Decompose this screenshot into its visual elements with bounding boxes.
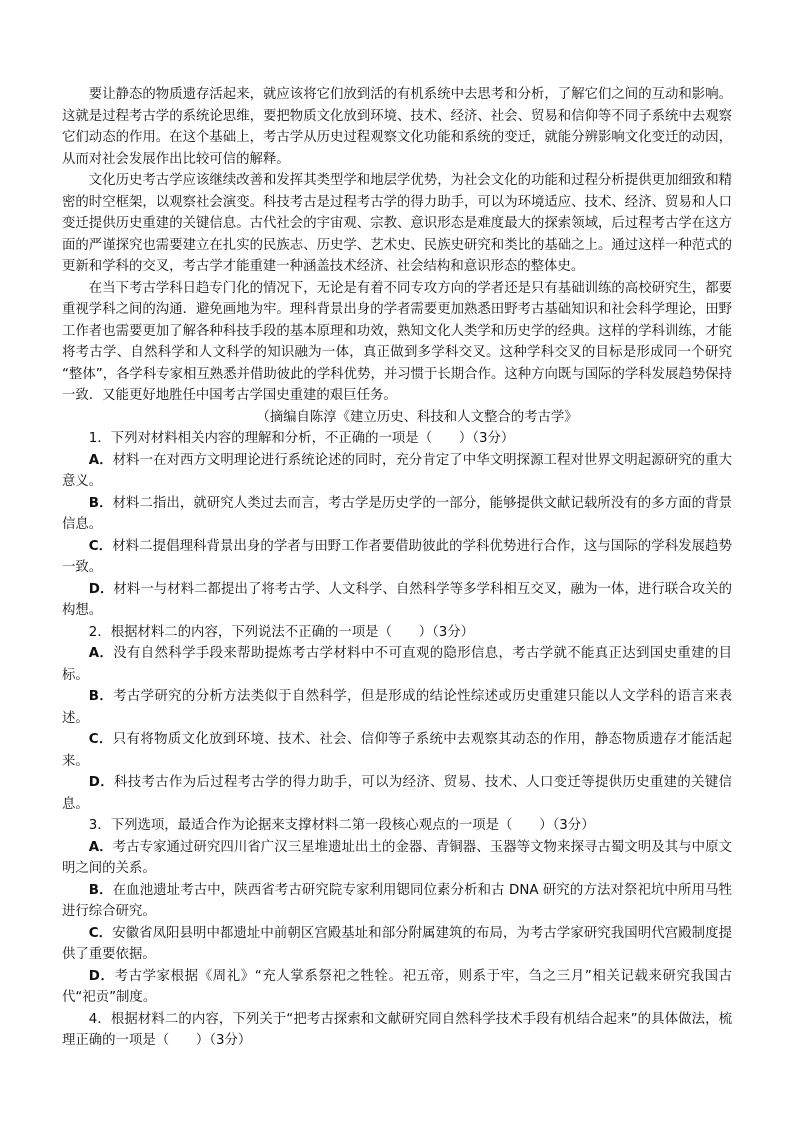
option-label: B． — [88, 689, 114, 704]
option-d — [62, 579, 732, 622]
option-c — [62, 536, 732, 579]
option-text: 考古学家根据《周礼》“充人掌系祭祀之牲牷。祀五帝，则系于牢，刍之三月”相关记载来研究我国古代“祀贡”制度。 — [62, 968, 733, 1005]
option-c — [62, 923, 732, 966]
option-b — [62, 880, 732, 923]
option-d — [62, 966, 732, 1009]
option-a — [62, 837, 732, 880]
option-text: 材料二指出，就研究人类过去而言，考古学是历史学的一部分，能够提供文献记载所没有的多方面的背景信息。 — [62, 495, 732, 532]
option-label: A． — [88, 839, 113, 855]
option-label: C． — [88, 732, 113, 747]
passage-paragraph-1: 要让静态的物质遗存活起来，就应该将它们放到活的有机系统中去思考和分析，了解它们之间的互动和影响。这就是过程考古学的系统论思维，要把物质文化放到环境、技术、经济、社会、贸易和信仰等不同子系统中去观察它们动态的作用。在这个基础上，考古学从历史过程观察文化功能和系统的变迁，就能分辨影响文化变迁的动因，从而对社会发展作出比较可信的解释。 — [62, 87, 732, 167]
option-text: 科技考古作为后过程考古学的得力助手，可以为经济、贸易、技术、人口变迁等提供历史重建的关键信息。 — [62, 775, 732, 812]
option-d — [62, 772, 732, 815]
option-label: D． — [88, 581, 114, 597]
option-a — [62, 450, 732, 493]
option-label: B． — [88, 495, 113, 511]
question-3 — [62, 815, 732, 1009]
option-label: B． — [88, 882, 113, 898]
option-text: 安徽省凤阳县明中都遗址中前朝区宫殿基址和部分附属建筑的布局，为考古学家研究我国明代宫殿制度提供了重要依据。 — [62, 925, 732, 962]
option-label: D． — [88, 775, 115, 790]
question-stem: 1．下列对材料相关内容的理解和分析，不正确的一项是（ ）（3分） — [88, 431, 515, 446]
question-4 — [62, 1009, 732, 1052]
option-b — [62, 493, 732, 536]
option-text: 在血池遗址考古中，陕西省考古研究院专家利用锶同位素分析和古 DNA 研究的方法对祭祀坑中所用马牲进行综合研究。 — [62, 882, 732, 919]
passage-paragraph-3: 在当下考古学科日趋专门化的情况下，无论是有着不同专攻方向的学者还是只有基础训练的高校研究生，都要重视学科之间的沟通．避免画地为牢。理科背景出身的学者需要更加熟悉田野考古基础知识和社会科学理论，田野工作者也需要更加了解各种科技手段的基本原理和功效，熟知文化人类学和历史学的经典。这样的学科训练，才能将考古学、自然科学和人文科学的知识融为一体，真正做到多学科交叉。这种学科交叉的目标是形成同一个研究 “整体”，各学科专家相互熟悉并借助彼此的学科优势，并习惯于长期合作。这种方向既与国际的学科发展趋势保持一致．又能更好地胜任中国考古学国史重建的艰巨任务。 — [62, 280, 733, 403]
option-b — [62, 686, 732, 729]
option-text: 没有自然科学手段来帮助提炼考古学材料中不可直观的隐形信息，考古学就不能真正达到国史重建的目标。 — [62, 646, 732, 683]
option-text: 考古专家通过研究四川省广汉三星堆遗址出土的金器、青铜器、玉器等文物来探寻古蜀文明及其与中原文明之间的关系。 — [62, 839, 732, 876]
option-label: D． — [88, 968, 115, 984]
option-text: 考古学研究的分析方法类似于自然科学，但是形成的结论性综述或历史重建只能以人文学科的语言来表述。 — [62, 689, 732, 726]
question-1 — [62, 428, 732, 622]
option-a — [62, 643, 732, 686]
passage-source: （摘编自陈淳《建立历史、科技和人文整合的考古学》 — [256, 409, 578, 425]
option-label: A． — [88, 646, 114, 661]
option-text: 材料一在对西方文明理论进行系统论述的同时，充分肯定了中华文明探源工程对世界文明起源研究的重大意义。 — [62, 452, 732, 489]
question-2 — [62, 622, 732, 816]
question-stem: 2．根据材料二的内容，下列说法不正确的一项是（ ）（3分） — [88, 624, 475, 640]
question-stem: 4．根据材料二的内容，下列关于“把考古探索和文献研究同自然科学技术手段有机结合起来”的具体做法，梳理正确的一项是（ ）（3分） — [62, 1011, 732, 1048]
passage-paragraph-2: 文化历史考古学应该继续改善和发挥其类型学和地层学优势，为社会文化的功能和过程分析提供更加细致和精密的时空框架，以观察社会演变。科技考古是过程考古学的得力助手，可以为环境适应、技术、经济、贸易和人口变迁提供历史重建的关键信息。古代社会的宇宙观、宗教、意识形态是难度最大的探索领域，后过程考古学在这方面的严谨探究也需要建立在扎实的民族志、历史学、艺术史、民族史研究和类比的基础之上。通过这样一种范式的更新和学科的交叉，考古学才能重建一种涵盖技术经济、社会结构和意识形态的整体史。 — [62, 173, 732, 274]
option-label: A． — [88, 452, 113, 468]
option-c — [62, 729, 732, 772]
option-text: 材料一与材料二都提出了将考古学、人文科学、自然科学等多学科相互交叉，融为一体，进行联合攻关的构想。 — [62, 581, 732, 618]
option-text: 只有将物质文化放到环境、技术、社会、信仰等子系统中去观察其动态的作用，静态物质遗存才能活起来。 — [62, 732, 733, 769]
question-stem: 3．下列选项，最适合作为论据来支撑材料二第一段核心观点的一项是（ ）（3分） — [88, 818, 595, 833]
option-label: C． — [88, 538, 113, 554]
exam-page — [62, 84, 732, 1052]
option-label: C． — [88, 925, 113, 941]
option-text: 材料二提倡理科背景出身的学者与田野工作者要借助彼此的学科优势进行合作，这与国际的学科发展趋势一致。 — [62, 538, 732, 575]
